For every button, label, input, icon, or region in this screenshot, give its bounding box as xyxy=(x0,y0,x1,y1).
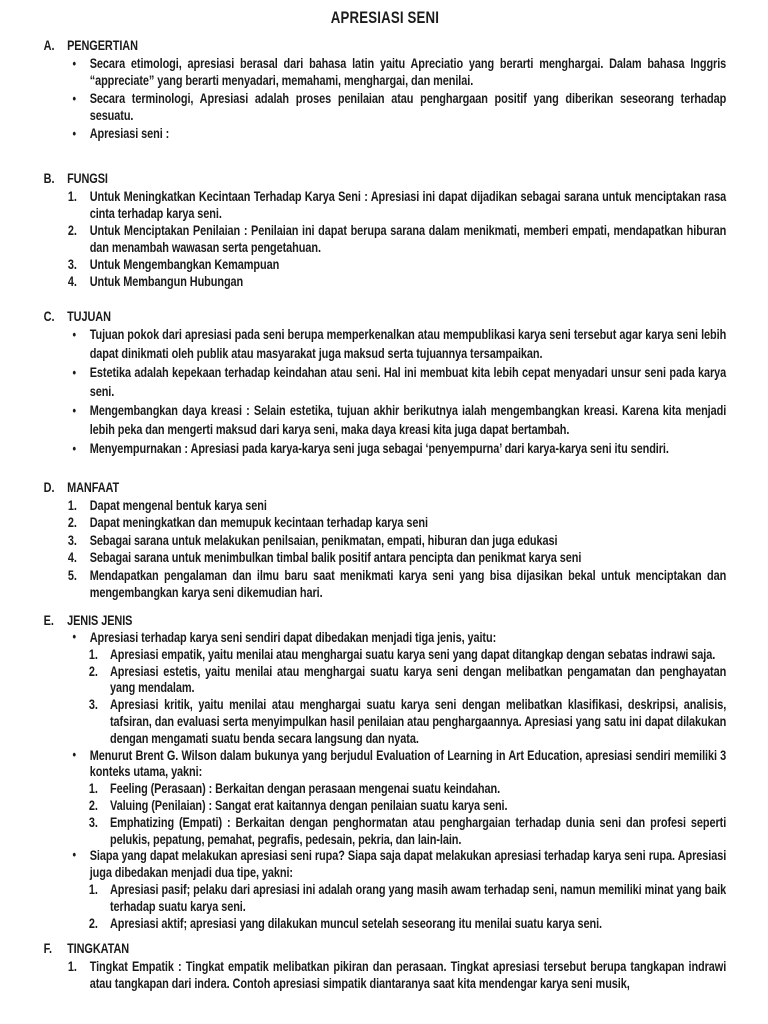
section-heading xyxy=(44,170,727,188)
list-item xyxy=(89,814,726,848)
list-item-text: Sebagai sarana untuk melakukan penilsaian, penikmatan, empati, hiburan dan juga edukasi xyxy=(89,531,558,548)
section-items xyxy=(44,55,727,143)
section-heading-text: JENIS JENIS xyxy=(67,611,133,628)
section-items xyxy=(44,325,727,458)
number-marker: 2. xyxy=(88,796,98,813)
list-item xyxy=(68,549,726,567)
list-item xyxy=(89,915,726,932)
section-heading xyxy=(44,612,727,630)
list-item-text: Apresiasi empatik, yaitu menilai atau menghargai suatu karya seni yang dapat ditangkap dengan sebatas indrawi saja. xyxy=(109,645,716,662)
number-marker: 2. xyxy=(67,514,77,530)
number-marker: 1. xyxy=(67,187,77,204)
section-heading-text: TINGKATAN xyxy=(67,940,130,957)
bullet-icon: • xyxy=(72,90,77,106)
list-item xyxy=(68,55,726,90)
section-a xyxy=(44,37,727,142)
bullet-icon: • xyxy=(72,365,77,380)
list-item-text: Mendapatkan pengalaman dan ilmu baru saat menikmati karya seni yang bisa dijasikan bekal untuk menciptakan dan mengembangkan karya seni dikemudian hari. xyxy=(89,566,727,600)
list-item xyxy=(68,90,726,125)
list-item-text: Estetika adalah kepekaan terhadap keindahan atau seni. Hal ini membuat kita lebih cepat menyadari unsur seni pada karya seni. xyxy=(89,364,727,399)
list-item xyxy=(68,567,726,602)
list-item xyxy=(89,663,726,697)
section-b xyxy=(44,170,727,290)
list-item xyxy=(68,222,726,256)
list-item-text: Feeling (Perasaan) : Berkaitan dengan perasaan mengenai suatu keindahan. xyxy=(109,780,501,797)
number-marker: 2. xyxy=(88,662,98,679)
section-items xyxy=(44,958,727,993)
list-item-text: Apresiasi estetis, yaitu menilai atau menghargai suatu karya seni dengan melibatkan pengamatan dan penghayatan yang mendalam. xyxy=(109,662,727,696)
list-item-text: Menurut Brent G. Wilson dalam bukunya yang berjudul Evaluation of Learning in Art Education, apresiasi sendiri memiliki 3 konteks utama, yakni: xyxy=(89,746,727,780)
list-item-text: Mengembangkan daya kreasi : Selain estetika, tujuan akhir berikutnya ialah mengembangkan kreasi. Karena kita menjadi lebih peka dan mengerti maksud dari karya seni, maka daya kreasi kita juga dapat bertambah. xyxy=(89,402,727,437)
number-marker: 2. xyxy=(67,221,77,238)
list-item xyxy=(68,629,726,646)
list-item xyxy=(68,514,726,532)
number-marker: 3. xyxy=(88,696,98,713)
list-item xyxy=(68,958,726,993)
list-item xyxy=(68,273,726,290)
list-item-text: Valuing (Penilaian) : Sangat erat kaitannya dengan penilaian suatu karya seni. xyxy=(109,796,508,813)
list-item-text: Apresiasi seni : xyxy=(89,124,170,141)
bullet-icon: • xyxy=(72,125,77,141)
section-heading-text: PENGERTIAN xyxy=(67,37,138,53)
number-marker: 3. xyxy=(67,255,77,272)
section-label: E. xyxy=(43,611,54,628)
list-item-text: Untuk Mengembangkan Kemampuan xyxy=(89,255,280,272)
document-title: APRESIASI SENI xyxy=(330,8,440,27)
section-heading-text: TUJUAN xyxy=(67,307,111,324)
section-label: C. xyxy=(43,307,55,324)
list-item-text: Apresiasi pasif; pelaku dari apresiasi ini adalah orang yang masih awam terhadap seni, namun memiliki minat yang baik terhadap suatu karya seni. xyxy=(109,880,727,914)
section-heading-text: FUNGSI xyxy=(67,170,108,186)
number-marker: 1. xyxy=(88,880,98,897)
list-item xyxy=(68,847,726,881)
number-marker: 3. xyxy=(88,813,98,830)
bullet-icon: • xyxy=(72,441,77,456)
bullet-icon: • xyxy=(72,746,77,762)
section-items xyxy=(44,629,727,931)
list-item xyxy=(68,532,726,550)
section-heading xyxy=(44,308,727,326)
bullet-icon: • xyxy=(72,327,77,342)
section-label: A. xyxy=(43,37,55,53)
number-marker: 4. xyxy=(67,272,77,289)
list-item-text: Siapa yang dapat melakukan apresiasi seni rupa? Siapa saja dapat melakukan apresiasi terhadap karya seni rupa. Apresiasi juga dibedakan menjadi dua tipe, yakni: xyxy=(89,847,727,881)
bullet-icon: • xyxy=(72,403,77,418)
section-c xyxy=(44,308,727,459)
list-item-text: Emphatizing (Empati) : Berkaitan dengan penghormatan atau penghargaian terhadap dunia seni dan profesi seperti pelukis, pepatung, pemahat, pegrafis, pedesain, pekria, dan lain-lain. xyxy=(109,813,727,847)
section-heading xyxy=(44,37,727,55)
list-item-text: Apresiasi aktif; apresiasi yang dilakukan muncul setelah seseorang itu menilai suatu karya seni. xyxy=(109,914,602,931)
section-d xyxy=(44,479,727,602)
section-label: F. xyxy=(43,940,53,957)
list-item xyxy=(89,646,726,663)
number-marker: 5. xyxy=(67,566,77,583)
section-heading xyxy=(44,940,727,958)
list-item xyxy=(89,881,726,915)
list-item-text: Apresiasi kritik, yaitu menilai atau menghargai suatu karya seni dengan melibatkan klasifikasi, deskripsi, analisis, tafsiran, dan evaluasi serta menyimpulkan hasil penilaian atau penghargaannya. Apresiasi yang satu ini dapat dilakukan dengan mengamati suatu benda secara langsung dan nyata. xyxy=(109,696,727,746)
list-item xyxy=(89,797,726,814)
section-heading xyxy=(44,479,727,497)
number-marker: 1. xyxy=(88,645,98,662)
list-item-text: Untuk Meningkatkan Kecintaan Terhadap Karya Seni : Apresiasi ini dapat dijadikan sebagai sarana untuk menciptakan rasa cinta terhadap karya seni. xyxy=(89,187,727,221)
section-f xyxy=(44,940,727,993)
bullet-icon: • xyxy=(72,847,77,863)
list-item xyxy=(89,696,726,746)
section-label: B. xyxy=(43,170,55,186)
number-marker: 4. xyxy=(67,549,77,565)
section-e xyxy=(44,612,727,932)
list-item-text: Untuk Membangun Hubungan xyxy=(89,272,244,289)
section-heading-text: MANFAAT xyxy=(67,479,120,495)
list-item-text: Secara etimologi, apresiasi berasal dari bahasa latin yaitu Apreciatio yang berarti menghargai. Dalam bahasa Inggris “appreciate” yang berarti menyadari, memahami, menghargai, dan menilai. xyxy=(89,54,727,88)
section-label: D. xyxy=(43,479,55,495)
document-body xyxy=(44,37,727,993)
list-item xyxy=(68,125,726,143)
list-item-text: Dapat meningkatkan dan memupuk kecintaan terhadap karya seni xyxy=(89,514,428,530)
list-item-text: Apresiasi terhadap karya seni sendiri dapat dibedakan menjadi tiga jenis, yaitu: xyxy=(89,629,497,645)
list-item xyxy=(68,401,726,439)
list-item-text: Tujuan pokok dari apresiasi pada seni berupa memperkenalkan atau mempublikasi karya seni tersebut agar karya seni lebih dapat dinikmati oleh publik atau masyarakat juga maksud serta tujuannya tersampaikan. xyxy=(89,326,727,361)
section-items xyxy=(44,497,727,602)
list-item xyxy=(68,188,726,222)
list-item xyxy=(89,780,726,797)
list-item-text: Dapat mengenal bentuk karya seni xyxy=(89,496,267,513)
list-item-text: Untuk Menciptakan Penilaian : Penilaian ini dapat berupa sarana dalam menikmati, memberi empati, mendapatkan hiburan dan menambah wawasan serta pengetahuan. xyxy=(89,221,727,255)
bullet-icon: • xyxy=(72,629,77,644)
list-item xyxy=(68,325,726,363)
number-marker: 2. xyxy=(88,914,98,931)
list-item-text: Menyempurnakan : Apresiasi pada karya-karya seni juga sebagai ‘penyempurna’ dari karya-karya seni itu sendiri. xyxy=(89,440,669,456)
number-marker: 1. xyxy=(67,957,77,974)
list-item-text: Sebagai sarana untuk menimbulkan timbal balik positif antara pencipta dan penikmat karya seni xyxy=(89,549,582,565)
list-item xyxy=(68,256,726,273)
number-marker: 3. xyxy=(67,531,77,548)
number-marker: 1. xyxy=(67,496,77,513)
section-items xyxy=(44,188,727,290)
list-item xyxy=(68,439,726,458)
list-item xyxy=(68,497,726,515)
list-item-text: Secara terminologi, Apresiasi adalah proses penilaian atau penghargaan positif yang diberikan seseorang terhadap sesuatu. xyxy=(89,89,727,123)
list-item xyxy=(68,747,726,781)
list-item xyxy=(68,363,726,401)
list-item-text: Tingkat Empatik : Tingkat empatik melibatkan pikiran dan perasaan. Tingkat apresiasi tersebut berupa tangkapan indrawi atau tangkapan dari indera. Contoh apresiasi simpatik diantaranya saat kita mendengar karya seni musik, xyxy=(89,957,727,992)
bullet-icon: • xyxy=(72,55,77,71)
number-marker: 1. xyxy=(88,780,98,797)
